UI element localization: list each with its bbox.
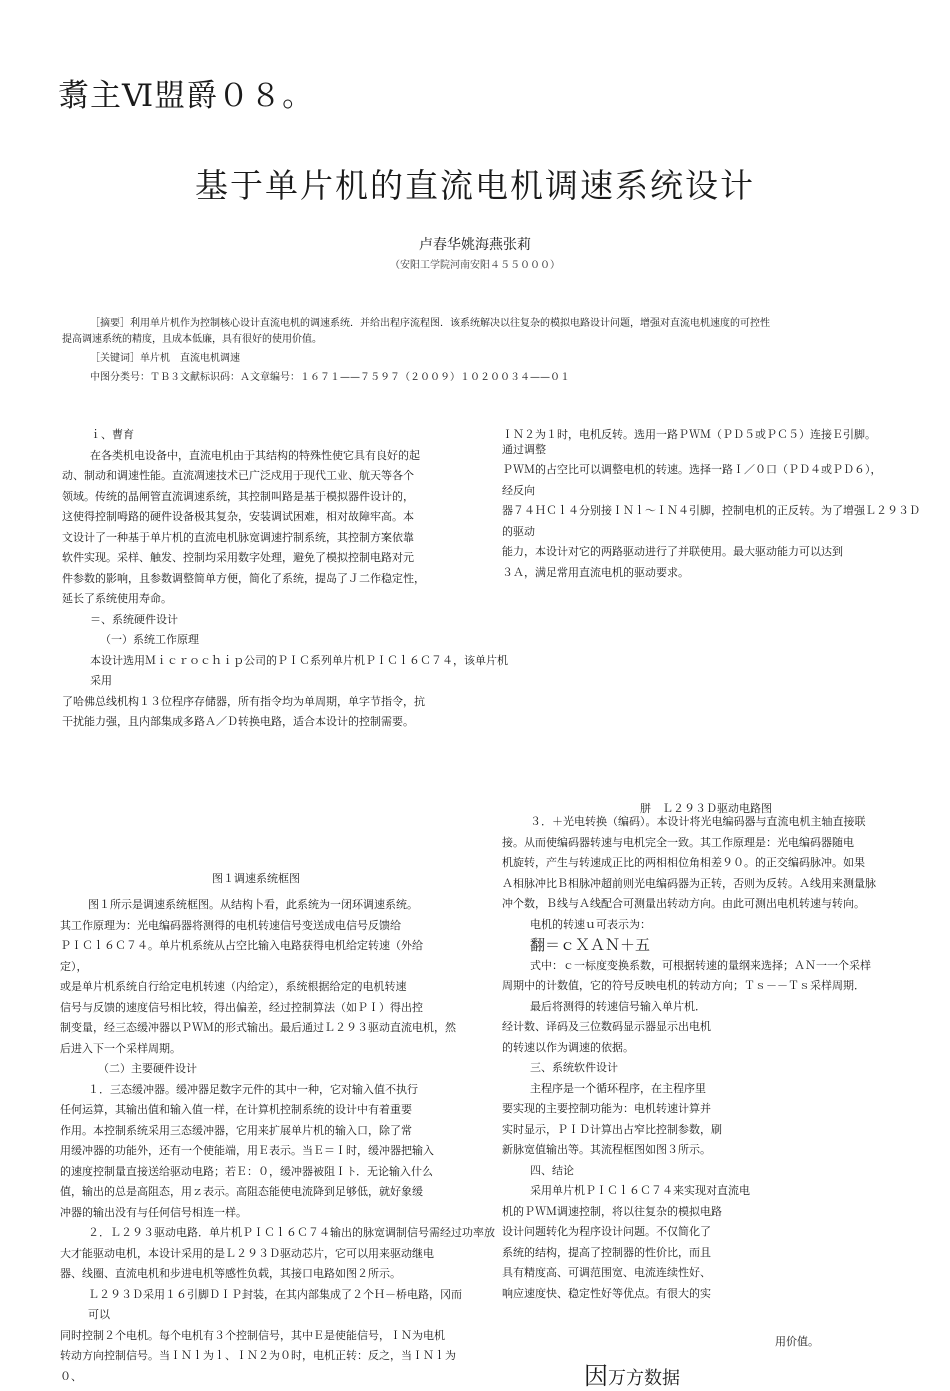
- subsection-heading: （二）主要硬件设计: [98, 1062, 197, 1075]
- paragraph-line: 采用单片机ＰＩＣｌ６Ｃ７４来实现对直流电: [530, 1184, 750, 1197]
- paragraph-line: 实时显示，ＰＩＤ计算出占窄比控制参数，刷: [502, 1122, 722, 1136]
- paragraph-line: 在各类机电设备中，直流电机由于其结构的特殊性使它具有良好的起: [90, 448, 420, 462]
- paragraph-line: 同时控制２个电机。每个电机有３个控制信号，其中Ｅ是使能信号，ＩＮ为电机: [60, 1328, 445, 1342]
- paragraph-line: 可以: [88, 1308, 110, 1321]
- paragraph-line: ３．＋光电转换（编码）。本设计将光电编码器与直流电机主轴直接联: [530, 815, 866, 828]
- paper-title: 基于单片机的直流电机调速系统设计: [195, 166, 755, 205]
- paragraph-line: 主程序是一个循环程序，在主程序里: [530, 1081, 706, 1095]
- paragraph-line: 任何运算，其输出值和输入值一样，在计算机控制系统的设计中有着重要: [60, 1103, 412, 1116]
- authors: 卢春华姚海燕张莉: [419, 237, 531, 253]
- paragraph-line: 大才能驱动电机，本设计采用的是Ｌ２９３Ｄ驱动芯片，它可以用来驱动继电: [60, 1246, 434, 1260]
- paragraph-line: 件参数的影响，且参数调整简单方便，简化了系统，提岛了Ｊ二作稳定性，: [62, 571, 425, 585]
- paragraph-line: 信号与反馈的速度信号相比较，得出偏差，经过控制算法（如ＰＩ）得出控: [60, 1000, 423, 1014]
- paragraph-line: 经计数、译码及三位数码显示器显示出电机: [502, 1020, 711, 1033]
- paragraph-line: 新脉宽值输出等。其流程框图如图３所示。: [502, 1143, 711, 1156]
- paragraph-line: 采用: [90, 674, 112, 687]
- paragraph-line: 转动方向控制信号。当ＩＮｌ为ｌ、ＩＮ２为０时，电机正转：反之，当ＩＮｌ为: [60, 1349, 456, 1362]
- paragraph-line: 式中：ｃ一标度变换系数，可根据转速的量纲来选择；ＡＮ一一个采样: [530, 958, 871, 972]
- paragraph-line: Ｌ２９３Ｄ采用１６引脚ＤＩＰ封装，在其内部集成了２个Ｈ－桥电路，冈而: [88, 1287, 462, 1301]
- paragraph-line: 延长了系统使用寿命。: [62, 592, 172, 605]
- paragraph-line: ２．Ｌ２９３驱动电路．单片机ＰＩＣｌ６Ｃ７４输出的脉宽调制信号需经过功率放: [88, 1226, 495, 1239]
- paragraph-line: 动、制动和调速性能。直流凋速技术已广泛戍用于现代工业、航天等各个: [62, 469, 414, 482]
- paragraph-line: 经反向: [502, 483, 535, 497]
- paragraph-line: ３Ａ，满足常用直流电机的驱动要求。: [502, 565, 689, 579]
- abstract-line-2: 提高调速系统的精度，且成本低廉，具有很好的使用价值。: [62, 334, 322, 345]
- keywords: ［关键词］单片机 直流电机调速: [90, 353, 240, 364]
- paragraph-line: 其工作原理为：光电编码器将测得的电机转速信号变送成电信号反馈给: [60, 918, 401, 932]
- section-heading: ＝、系统硬件设计: [90, 612, 178, 626]
- paragraph-line: 或是单片机系统自行给定电机转速（内给定），系统根据给定的电机转速: [60, 980, 407, 993]
- paragraph-line: 电机的转速ｕ可表示为：: [530, 917, 651, 931]
- paragraph-line: 后进入下一个采样周期。: [60, 1041, 181, 1055]
- paragraph-line: 软件实现。采样、触发、控制均采用数字处理，避免了模拟控制电路对元: [62, 551, 414, 564]
- paragraph-line: 设计问题转化为程序设计问题。不仅简化了: [502, 1225, 711, 1238]
- paragraph-line: ＰＷＭ的占空比可以调整电机的转速。选择一路Ｉ／０口（ＰＤ４或ＰＤ６），: [502, 463, 882, 476]
- paragraph-line: 的转速以作为调速的依据。: [502, 1040, 634, 1054]
- paragraph-line: 器、线圈、直流电机和步进电机等感性负载，其接口电路如图２所示。: [60, 1267, 401, 1280]
- left-column-top: [62, 425, 508, 733]
- paragraph-line: 干扰能力强，且内部集成多路Ａ／Ｄ转换电路，适合本设计的控制需要。: [62, 715, 414, 728]
- paragraph-line: 周期中的计数值，它的符号反映电机的转动方向；Ｔｓ－－Ｔｓ采样周期．: [502, 979, 865, 992]
- paragraph-line: 冲器的输出没有与任何信号相连一样。: [60, 1205, 247, 1219]
- paragraph-line: 的驱动: [502, 524, 535, 538]
- figure-1-caption: 图１调速系统框图: [212, 872, 300, 885]
- section-heading: 三、系统软件设计: [530, 1061, 618, 1074]
- paragraph-line: ０、: [60, 1369, 82, 1383]
- paragraph-line: ＩＮ２为１时，电机反转。选用一路ＰＷＭ（ＰＤ５或ＰＣ５）连接Ｅ引脚。: [502, 428, 876, 441]
- paragraph-line: 本设计选用Ｍｉｃｒｏｃｈｉｐ公司的ＰＩＣ系列单片机ＰＩＣｌ６Ｃ７４，该单片机: [90, 653, 508, 667]
- paragraph-line: Ａ相脉冲比Ｂ相脉冲超前则光电编码器为正转，否则为反转。Ａ线用来测量脉: [502, 876, 876, 890]
- paragraph-line: 值，输出的总是高阻态，用ｚ表示。高阻态能使电流降到足够低，就好象缓: [60, 1185, 423, 1198]
- paragraph-line: 具有精度高、可调范围宽、电流连续性好、: [502, 1266, 711, 1279]
- paragraph-line: 图１所示是调速系统框图。从结构卜看，此系统为一闭环调速系统。: [88, 898, 418, 911]
- paragraph-line: 了哈佛总线机构１３位程序存储器，所有指令均为单周期，单字节指令，抗: [62, 694, 425, 708]
- paragraph-line: 响应速度快、稳定性好等优点。有很大的实: [502, 1286, 711, 1300]
- paragraph-line: 器７４ＨＣｌ４分别接ＩＮｌ～ＩＮ４引脚，控制电机的正反转。为了增强Ｌ２９３Ｄ: [502, 504, 920, 517]
- paragraph-line: 的速度控制量直接送给驱动电路；若Ｅ：０，缓冲器被阻Ｉト．无论输入什么: [60, 1164, 434, 1178]
- paragraph-line: 定），: [60, 959, 88, 973]
- section-heading: ｉ、曹育: [90, 428, 134, 441]
- paragraph-line: 这使得控制呣路的硬件设备极其复杂，安装调试困难，相对故障牢高。本: [62, 510, 414, 523]
- abstract-line-1: ［摘要］利用单片机作为控制核心设计直流电机的调速系统．并给出程序流程图．该系统解决以往复杂的模拟电路设计问题，增强对直流电机速度的可控性: [90, 318, 770, 329]
- right-column-bottom: [502, 812, 942, 1304]
- paragraph-line: 接。从而使编码器转速与电机完全一致。其工作原理是：光电编码器随电: [502, 835, 854, 849]
- classification-line: 中图分类号：ＴＢ３文献标识码：Ａ文章编号：１６７１——７５９７（２００９）１０２００３４——０１: [90, 372, 570, 383]
- paragraph-line: １．三态缓冲器。缓冲器足数字元件的其中一种，它对输入值不执行: [88, 1082, 418, 1096]
- subsection-heading: （一）系统工作原理: [100, 633, 199, 646]
- right-column-top: [502, 425, 947, 583]
- wanfang-logo: [584, 1356, 680, 1391]
- paragraph-line: 文设计了一种基于单片机的直流电机脉宽调速拧制系统，其控制方案依靠: [62, 530, 414, 544]
- paragraph-line: 通过调整: [502, 442, 546, 456]
- logo-mark: 因: [584, 1362, 608, 1390]
- paragraph-line: 制变量，经三态缓冲器以ＰＷＭ的形式输出。最后通过Ｌ２９３驱动直流电机，然: [60, 1021, 456, 1034]
- paragraph-line: 系统的结构，提高了控制器的性价比，而且: [502, 1245, 711, 1259]
- logo-text: 万方数据: [608, 1368, 680, 1389]
- header-text: 翥主Ⅵ盟爵０８。: [58, 78, 315, 114]
- paragraph-line: 领域。传统的晶闸管直流调速系统，其控制叫路是基于模拟器件设计的，: [62, 489, 414, 503]
- section-heading: 四、结论: [530, 1163, 574, 1177]
- speed-formula: 翻＝ｃＸＡＮ＋五: [530, 936, 651, 954]
- affiliation: （安阳工学院河南安阳４５５０００）: [390, 260, 560, 271]
- paragraph-line: ＰＩＣｌ６Ｃ７４。单片机系统从占空比输入电路获得电机给定转速（外给: [60, 939, 423, 952]
- paragraph-line: 作用。本控制系统采用三态缓冲器，它用来扩展单片机的输入口，除了常: [60, 1123, 412, 1137]
- paragraph-line: 最后将测得的转速信号输入单片机．: [530, 999, 706, 1013]
- paragraph-line: 冲个数，Ｂ线与Ａ线配合可测量出转动方向。由此可测出电机转速与转向。: [502, 897, 865, 910]
- left-column-bottom: [60, 895, 505, 1387]
- paragraph-line: 用缓冲器的功能外，还有一个使能端，用Ｅ表示。当Ｅ＝Ｉ时，缓冲器把输入: [60, 1144, 434, 1157]
- footer-note: 用价值。: [775, 1335, 819, 1348]
- paragraph-line: 机的ＰＷＭ调速控制，将以往复杂的模拟电路: [502, 1204, 722, 1218]
- paragraph-line: 能力，本设计对它的两路驱动进行了并联使用。最大驱动能力可以达到: [502, 545, 843, 558]
- paragraph-line: 要实现的主要控制功能为：电机转速计算并: [502, 1102, 711, 1115]
- paragraph-line: 机旋转，产生与转速成正比的两相相位角相差９０。的正交编码脉冲。如果: [502, 856, 865, 869]
- figure-2-caption: 胼 Ｌ２９３Ｄ驱动电路图: [640, 802, 772, 815]
